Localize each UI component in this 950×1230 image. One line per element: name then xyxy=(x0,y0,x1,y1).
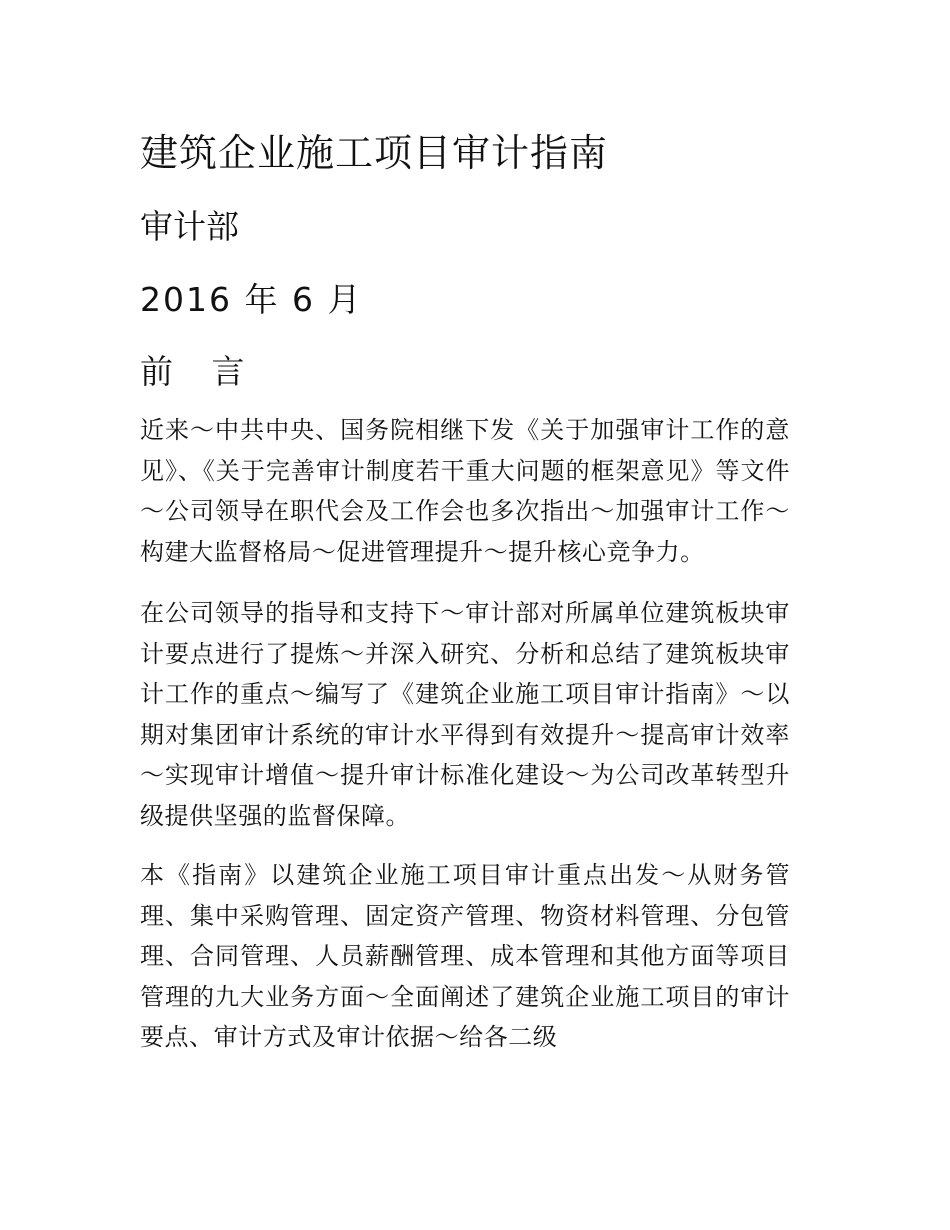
document-date: 2016 年 6 月 xyxy=(140,280,363,319)
document-title: 建筑企业施工项目审计指南 xyxy=(140,131,609,175)
preface-paragraph-3: 本《指南》以建筑企业施工项目审计重点出发～从财务管理、集中采购管理、固定资产管理、物资材料管理、分包管理、合同管理、人员薪酬管理、成本管理和其他方面等项目管理的九大业务方面～全面阐述了建筑企业施工项目的审计要点、审计方式及审计依据～给各二级 xyxy=(140,861,790,1051)
preface-heading: 前 言 xyxy=(140,352,259,391)
preface-paragraph-2: 在公司领导的指导和支持下～审计部对所属单位建筑板块审计要点进行了提炼～并深入研究、分析和总结了建筑板块审计工作的重点～编写了《建筑企业施工项目审计指南》～以期对集团审计系统的审计水平得到有效提升～提高审计效率～实现审计增值～提升审计标准化建设～为公司改革转型升级提供坚强的监督保障。 xyxy=(140,599,790,830)
preface-paragraph-1: 近来～中共中央、国务院相继下发《关于加强审计工作的意见》、《关于完善审计制度若干重大问题的框架意见》等文件～公司领导在职代会及工作会也多次指出～加强审计工作～构建大监督格局～促进管理提升～提升核心竞争力。 xyxy=(140,416,790,566)
department-name: 审计部 xyxy=(140,207,239,246)
document-content xyxy=(140,128,790,1058)
